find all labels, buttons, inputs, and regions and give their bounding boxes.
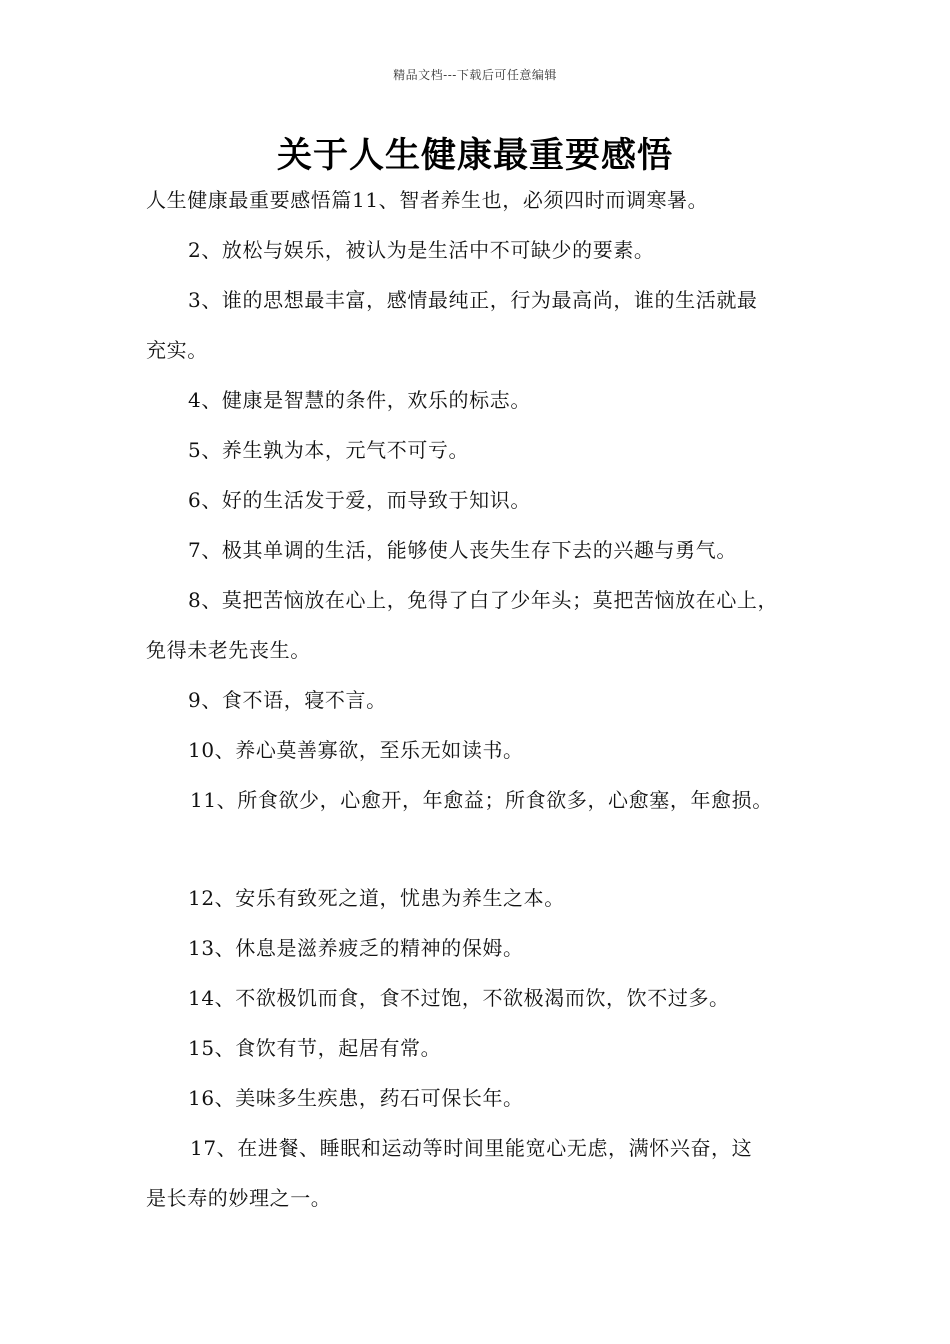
body-line: 免得未老先丧生。 bbox=[146, 638, 311, 662]
body-line: 14、不欲极饥而食，食不过饱，不欲极渴而饮，饮不过多。 bbox=[188, 986, 730, 1010]
body-line: 12、安乐有致死之道，忧患为养生之本。 bbox=[188, 886, 565, 910]
body-line: 6、好的生活发于爱，而导致于知识。 bbox=[188, 488, 531, 512]
document-title: 关于人生健康最重要感悟 bbox=[276, 136, 673, 176]
body-line: 充实。 bbox=[146, 338, 208, 362]
body-line: 是长寿的妙理之一。 bbox=[146, 1186, 332, 1210]
body-line: 7、极其单调的生活，能够使人丧失生存下去的兴趣与勇气。 bbox=[188, 538, 737, 562]
body-line: 13、休息是滋养疲乏的精神的保姆。 bbox=[188, 936, 524, 960]
body-line: 人生健康最重要感悟篇11、智者养生也，必须四时而调寒暑。 bbox=[146, 188, 709, 212]
body-line: 17、在进餐、睡眠和运动等时间里能宽心无虑，满怀兴奋，这 bbox=[190, 1136, 753, 1160]
body-line: 15、食饮有节，起居有常。 bbox=[188, 1036, 442, 1060]
body-line: 5、养生孰为本，元气不可亏。 bbox=[188, 438, 470, 462]
body-line: 16、美味多生疾患，药石可保长年。 bbox=[188, 1086, 524, 1110]
body-line: 2、放松与娱乐，被认为是生活中不可缺少的要素。 bbox=[188, 238, 655, 262]
header-note: 精品文档---下载后可任意编辑 bbox=[393, 68, 557, 82]
body-line: 10、养心莫善寡欲，至乐无如读书。 bbox=[188, 738, 524, 762]
body-line: 9、食不语，寝不言。 bbox=[188, 688, 387, 712]
body-line: 8、莫把苦恼放在心上，免得了白了少年头；莫把苦恼放在心上， bbox=[188, 588, 779, 612]
body-line: 3、谁的思想最丰富，感情最纯正，行为最高尚，谁的生活就最 bbox=[188, 288, 758, 312]
body-line: 11、所食欲少，心愈开，年愈益；所食欲多，心愈塞，年愈损。 bbox=[190, 788, 773, 812]
body-line: 4、健康是智慧的条件，欢乐的标志。 bbox=[188, 388, 531, 412]
